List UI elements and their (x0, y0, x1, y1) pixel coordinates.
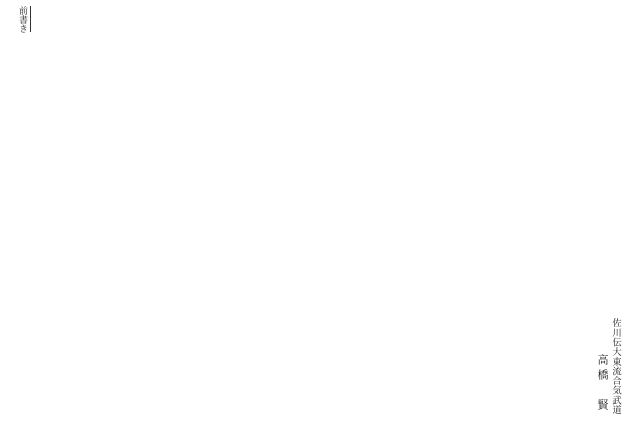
signature-author: 高橋 賢 (596, 354, 609, 414)
signature-organization: 佐川伝大東流合気武道 (610, 317, 621, 414)
signature-block (596, 14, 622, 414)
vertical-body-text (30, 14, 622, 414)
running-header: 前書き (17, 6, 27, 33)
